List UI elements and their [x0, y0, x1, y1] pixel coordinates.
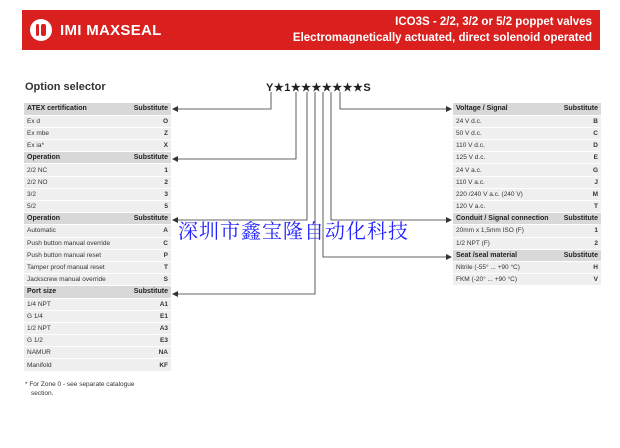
option-label: 3/2: [24, 188, 131, 200]
substitute-header: Substitute: [131, 286, 171, 298]
substitute-header: Substitute: [131, 152, 171, 164]
option-code: V: [561, 274, 601, 286]
option-code: 2: [561, 237, 601, 249]
option-label: 50 V d.c.: [453, 127, 561, 139]
option-code: 1: [131, 164, 171, 176]
option-label: Manifold: [24, 359, 131, 371]
option-label: Push button manual override: [24, 237, 131, 249]
option-code: D: [561, 140, 601, 152]
option-label: Jackscrew manual override: [24, 274, 131, 286]
option-code: E: [561, 152, 601, 164]
substitute-header: Substitute: [131, 103, 171, 115]
group-name: Port size: [24, 286, 131, 298]
option-code: T: [561, 201, 601, 213]
arrow-port: [172, 291, 178, 297]
option-code: C: [561, 127, 601, 139]
option-label: 2/2 NC: [24, 164, 131, 176]
group-name: Operation: [24, 152, 131, 164]
option-code: M: [561, 188, 601, 200]
option-label: 110 V d.c.: [453, 140, 561, 152]
substitute-header: Substitute: [131, 213, 171, 225]
option-code: X: [131, 140, 171, 152]
option-label: 24 V a.c.: [453, 164, 561, 176]
connector-voltage: [340, 92, 448, 109]
option-label: 110 V a.c.: [453, 176, 561, 188]
option-code: H: [561, 261, 601, 273]
product-title-line2: Electromagnetically actuated, direct solenoid operated: [292, 32, 592, 44]
option-label: 1/2 NPT: [24, 322, 131, 334]
option-label: 1/2 NPT (F): [453, 237, 561, 249]
arrow-conduit: [446, 217, 452, 223]
option-code: 5: [131, 201, 171, 213]
connector-port: [176, 92, 315, 294]
substitute-header: Substitute: [561, 103, 601, 115]
option-selector-title: Option selector: [25, 81, 106, 93]
option-code: E3: [131, 335, 171, 347]
option-label: 24 V d.c.: [453, 115, 561, 127]
option-code: P: [131, 249, 171, 261]
option-code: O: [131, 115, 171, 127]
option-label: 220 /240 V a.c. (240 V): [453, 188, 561, 200]
option-code: T: [131, 261, 171, 273]
connector-manual: [176, 92, 307, 220]
option-label: Ex d: [24, 115, 131, 127]
order-code: Y★1★★★★★★★S: [266, 82, 372, 94]
option-code: 3: [131, 188, 171, 200]
option-code: 2: [131, 176, 171, 188]
group-name: Seat /seal material: [453, 249, 561, 261]
option-label: Ex mbe: [24, 127, 131, 139]
option-label: 125 V d.c.: [453, 152, 561, 164]
option-label: Ex ia*: [24, 140, 131, 152]
group-name: Conduit / Signal connection: [453, 213, 561, 225]
group-name: Operation: [24, 213, 131, 225]
arrow-operation: [172, 156, 178, 162]
option-code: A1: [131, 298, 171, 310]
group-name: ATEX certification: [24, 103, 131, 115]
arrow-voltage: [446, 106, 452, 112]
product-title-line1: ICO3S - 2/2, 3/2 or 5/2 poppet valves: [395, 16, 592, 28]
footnote-line2: section.: [31, 390, 54, 397]
option-label: Tamper proof manual reset: [24, 261, 131, 273]
option-code: Z: [131, 127, 171, 139]
option-label: G 1/4: [24, 310, 131, 322]
connector-conduit: [331, 92, 448, 220]
option-label: Push button manual reset: [24, 249, 131, 261]
footnote: [25, 380, 134, 398]
option-label: FKM (-20° ... +90 °C): [453, 274, 561, 286]
option-label: G 1/2: [24, 335, 131, 347]
option-label: Nitrile (-55° ... +90 °C): [453, 261, 561, 273]
option-label: Automatic: [24, 225, 131, 237]
option-code: B: [561, 115, 601, 127]
option-label: 1/4 NPT: [24, 298, 131, 310]
option-label: 20mm x 1,5mm ISO (F): [453, 225, 561, 237]
group-name: Voltage / Signal: [453, 103, 561, 115]
option-code: C: [131, 237, 171, 249]
option-code: G: [561, 164, 601, 176]
option-label: 2/2 NO: [24, 176, 131, 188]
option-code: S: [131, 274, 171, 286]
option-code: E1: [131, 310, 171, 322]
option-label: 120 V a.c.: [453, 201, 561, 213]
option-code: A: [131, 225, 171, 237]
option-code: J: [561, 176, 601, 188]
option-label: NAMUR: [24, 347, 131, 359]
arrow-seal: [446, 254, 452, 260]
footnote-line1: * For Zone 0 - see separate catalogue: [25, 381, 135, 388]
option-label: 5/2: [24, 201, 131, 213]
connector-atex: [176, 92, 271, 109]
arrow-atex: [172, 106, 178, 112]
option-code: KF: [131, 359, 171, 371]
option-code: NA: [131, 347, 171, 359]
brand-name: IMI MAXSEAL: [60, 21, 162, 39]
connector-operation: [176, 92, 296, 159]
substitute-header: Substitute: [561, 249, 601, 261]
option-code: A3: [131, 322, 171, 334]
watermark-text: 深圳市鑫宝隆自动化科技: [178, 219, 409, 243]
substitute-header: Substitute: [561, 213, 601, 225]
option-code: 1: [561, 225, 601, 237]
